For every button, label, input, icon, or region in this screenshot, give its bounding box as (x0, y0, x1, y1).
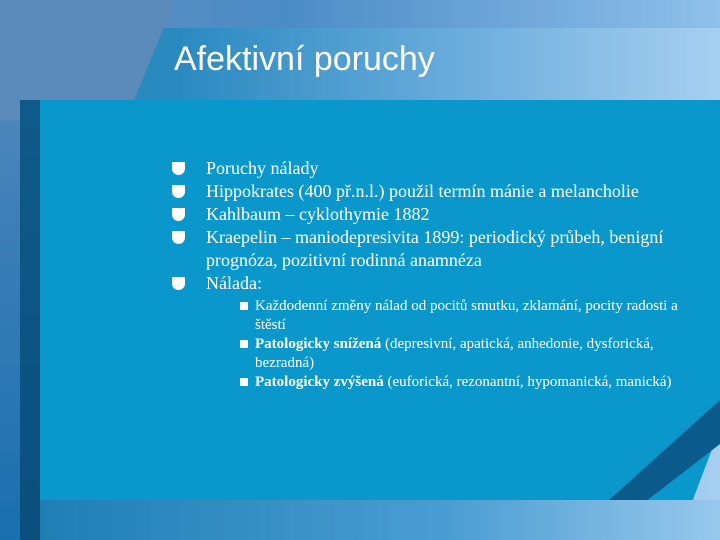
bullet-list (170, 157, 700, 392)
bullet-text: Hippokrates (400 př.n.l.) použil termín mánie a melancholie (206, 181, 639, 201)
bullet-item (170, 180, 700, 203)
sub-bullet-item (240, 297, 700, 335)
bullet-text: Kraepelin – maniodepresivita 1899: periodický průbeh, benigní prognóza, pozitivní rodinná anamnéza (206, 227, 664, 270)
bullet-item (170, 157, 700, 180)
square-bullet-icon (240, 340, 248, 348)
sub-bullet-bold-text: Patologicky zvýšená (255, 374, 384, 390)
bullet-item (170, 272, 700, 295)
sub-bullet-item (240, 373, 700, 392)
sub-bullet-list (170, 297, 700, 392)
bullet-icon (172, 277, 185, 290)
bullet-item (170, 203, 700, 226)
bullet-icon (172, 231, 185, 244)
bottom-strip-shape (40, 500, 720, 540)
sub-bullet-text: Každodenní změny nálad od pocitů smutku, zklamání, pocity radosti a štěstí (255, 298, 678, 333)
bullet-text: Poruchy nálady (206, 158, 319, 178)
slide-title: Afektivní poruchy (174, 40, 435, 78)
sub-bullet-text: (euforická, rezonantní, hypomanická, manická) (383, 374, 672, 390)
square-bullet-icon (240, 302, 248, 310)
bullet-icon (172, 185, 185, 198)
bullet-item (170, 226, 700, 272)
bullet-icon (172, 208, 185, 221)
sub-bullet-item (240, 335, 700, 373)
sub-bullet-text: (depresivní, apatická, anhedonie, dysforická, bezradná) (255, 336, 654, 371)
bullet-text: Kahlbaum – cyklothymie 1882 (206, 204, 430, 224)
sub-bullet-bold-text: Patologicky snížená (255, 336, 382, 352)
bullet-icon (172, 162, 185, 175)
square-bullet-icon (240, 378, 248, 386)
bullet-text: Nálada: (206, 273, 262, 293)
